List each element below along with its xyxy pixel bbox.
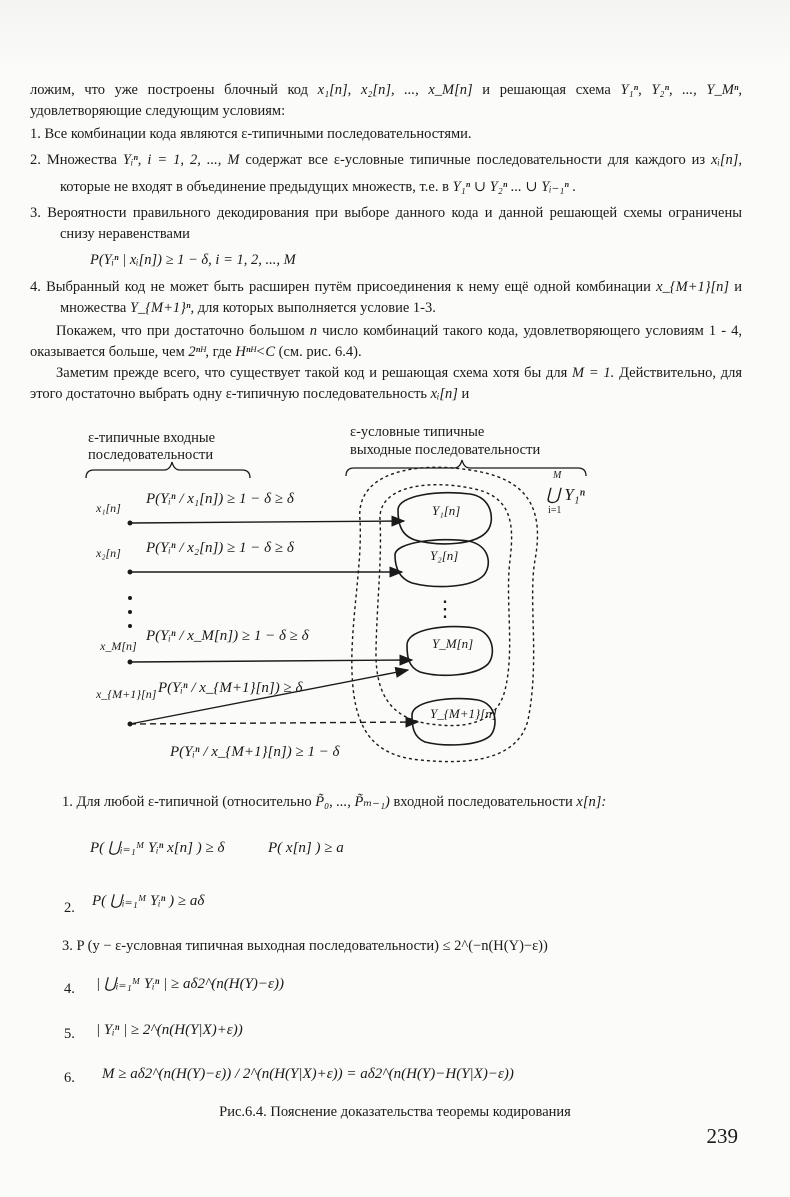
p2-label: P(Yᵢⁿ / x₂[n]) ≥ 1 − δ ≥ δ bbox=[146, 540, 294, 556]
para1-text-a: ложим, что уже построены блочный код bbox=[30, 82, 309, 98]
cond4-text-b: и множества bbox=[60, 279, 743, 316]
dot-3 bbox=[128, 624, 132, 628]
pm1-label: P(Yᵢⁿ / x_{M+1}[n]) ≥ δ bbox=[158, 680, 303, 696]
pm1b-label: P(Yᵢⁿ / x_{M+1}[n]) ≥ 1 − δ bbox=[170, 744, 340, 760]
xm-label: x_M[n] bbox=[100, 639, 137, 653]
left-brace bbox=[86, 462, 250, 478]
p1-label: P(Yᵢⁿ / x₁[n]) ≥ 1 − δ ≥ δ bbox=[146, 491, 294, 507]
step4-number: 4. bbox=[64, 981, 75, 997]
union-top: M bbox=[553, 470, 562, 481]
arrow-x1 bbox=[130, 521, 404, 523]
step1-formula-2: P( x[n] ) ≥ a bbox=[268, 840, 344, 856]
step5-formula: | Yᵢⁿ | ≥ 2^(n(H(Y|X)+ε)) bbox=[96, 1022, 243, 1038]
para3-text-c: и bbox=[461, 386, 470, 402]
page-number: 239 bbox=[706, 1124, 738, 1148]
step1-formula-1: P( ⋃ᵢ₌₁ᴹ Yᵢⁿ x[n] ) ≥ δ bbox=[90, 840, 225, 856]
step1-text bbox=[62, 794, 606, 810]
x2-label: x₂[n] bbox=[96, 546, 121, 560]
step4-formula: | ⋃ᵢ₌₁ᴹ Yᵢⁿ | ≥ aδ2^(n(H(Y)−ε)) bbox=[96, 976, 284, 992]
para1-text-c: удовлетворяющие следующим условиям: bbox=[30, 103, 286, 119]
step1-x: x[n]: bbox=[576, 794, 607, 810]
left-header-2: последовательности bbox=[88, 447, 214, 463]
arrow-xm bbox=[130, 660, 412, 662]
step5-number: 5. bbox=[64, 1026, 75, 1042]
condition-1: 1. Все комбинации кода являются ε-типичными последовательностями. bbox=[30, 126, 472, 142]
para3-m: M = 1. bbox=[572, 365, 615, 381]
para2-n: n bbox=[309, 323, 318, 339]
step6-formula: M ≥ aδ2^(n(H(Y)−ε)) / 2^(n(H(Y|X)+ε)) = aδ2^(n(H(Y)−H(Y|X)−ε)) bbox=[102, 1066, 514, 1082]
cond4-text-a: 4. Выбранный код не может быть расширен путём присоединения к нему ещё одной комбинации bbox=[30, 279, 651, 295]
condition-3-formula: P(Yᵢⁿ | xᵢ[n]) ≥ 1 − δ, i = 1, 2, ..., M bbox=[90, 252, 296, 268]
condition-3: 3. Вероятности правильного декодирования при выборе данного кода и данной решающей схемы ограничены снизу неравенствами bbox=[30, 205, 742, 242]
xm1-label: x_{M+1}[n] bbox=[96, 687, 157, 701]
ym-label: Y_M[n] bbox=[432, 636, 474, 651]
cond2-union-formula: Y₁ⁿ ∪ Y₂ⁿ ... ∪ Yᵢ₋₁ⁿ . bbox=[452, 179, 577, 195]
cond4-text-c: для которых выполняется условие 1-3. bbox=[197, 300, 436, 316]
para2-text-a: Покажем, что при достаточно большом bbox=[56, 323, 305, 339]
cond2-text-b: содержат все ε-условные типичные последовательности для каждого из bbox=[245, 152, 706, 168]
step3-text bbox=[62, 938, 548, 954]
dot-2 bbox=[128, 610, 132, 614]
scheme-formula: Y₁ⁿ, Y₂ⁿ, ..., Y_Mⁿ, bbox=[620, 82, 743, 98]
set-y2 bbox=[395, 540, 488, 587]
right-header-2: выходные последовательности bbox=[350, 442, 541, 458]
set-y1 bbox=[398, 493, 491, 544]
para3-text-a: Заметим прежде всего, что существует такой код и решающая схема хотя бы для bbox=[56, 365, 568, 381]
y2-label: Y₂[n] bbox=[430, 548, 459, 563]
cond2-text-a: 2. Множества bbox=[30, 152, 117, 168]
step1-text-a: 1. Для любой ε-типичной (относительно bbox=[62, 794, 312, 810]
y1-label: Y₁[n] bbox=[432, 503, 461, 518]
ym1-label: Y_{M+1}[n] bbox=[430, 706, 497, 721]
arrow-xm1-to-ym1 bbox=[130, 722, 418, 724]
para1-text-b: и решающая схема bbox=[482, 82, 611, 98]
union-label: ⋃ Y₁ⁿ bbox=[546, 485, 585, 504]
para2-text-c: , где bbox=[205, 344, 232, 360]
pm-label: P(Yᵢⁿ / x_M[n]) ≥ 1 − δ ≥ δ bbox=[146, 628, 309, 644]
step2-formula: P( ⋃ᵢ₌₁ᴹ Yᵢⁿ ) ≥ aδ bbox=[92, 893, 205, 909]
step3-number: 3. bbox=[62, 938, 73, 954]
cond4-y-formula: Y_{M+1}ⁿ, bbox=[129, 300, 195, 316]
sets-ellipsis: ⋮ bbox=[434, 596, 456, 621]
para3-x: xᵢ[n] bbox=[430, 386, 458, 402]
para2-text-b: число комбинаций такого кода, удовлетворяющего условиям 1 - 4, оказывается больше, чем bbox=[30, 323, 743, 360]
code-formula: x₁[n], x₂[n], ..., x_M[n] bbox=[317, 82, 473, 98]
step2-number: 2. bbox=[64, 900, 75, 916]
step3-formula: P (y − ε-условная типичная выходная последовательности) ≤ 2^(−n(H(Y)−ε)) bbox=[76, 938, 548, 954]
cond2-set-formula: Yᵢⁿ, i = 1, 2, ..., M bbox=[122, 152, 240, 168]
cond2-text-c: которые не входят в объединение предыдущих множеств, т.е. в bbox=[60, 179, 449, 195]
step1-text-b: входной последовательности bbox=[393, 794, 573, 810]
right-header-1: ε-условные типичные bbox=[350, 424, 485, 440]
cond4-x-formula: x_{M+1}[n] bbox=[656, 279, 730, 295]
step1-p: P̃₀, ..., P̃ₘ₋₁) bbox=[315, 794, 390, 810]
step6-number: 6. bbox=[64, 1070, 75, 1086]
para3-text-b: Действительно, для этого достаточно выбрать одну ε-типичную последовательность bbox=[30, 365, 742, 402]
para2-text-d: (см. рис. 6.4). bbox=[278, 344, 362, 360]
right-brace bbox=[346, 460, 586, 476]
x1-label: x₁[n] bbox=[96, 501, 121, 515]
arrow-xm1-to-union bbox=[130, 670, 408, 724]
figure-caption: Рис.6.4. Пояснение доказательства теоремы кодирования bbox=[219, 1104, 571, 1120]
dot-1 bbox=[128, 596, 132, 600]
para2-h: Hⁿᴴ<C bbox=[235, 344, 276, 360]
union-bottom: i=1 bbox=[548, 505, 562, 516]
para2-power: 2ⁿᴴ bbox=[188, 344, 206, 360]
cond2-x-formula: xᵢ[n], bbox=[711, 152, 743, 168]
left-header-1: ε-типичные входные bbox=[88, 430, 216, 446]
